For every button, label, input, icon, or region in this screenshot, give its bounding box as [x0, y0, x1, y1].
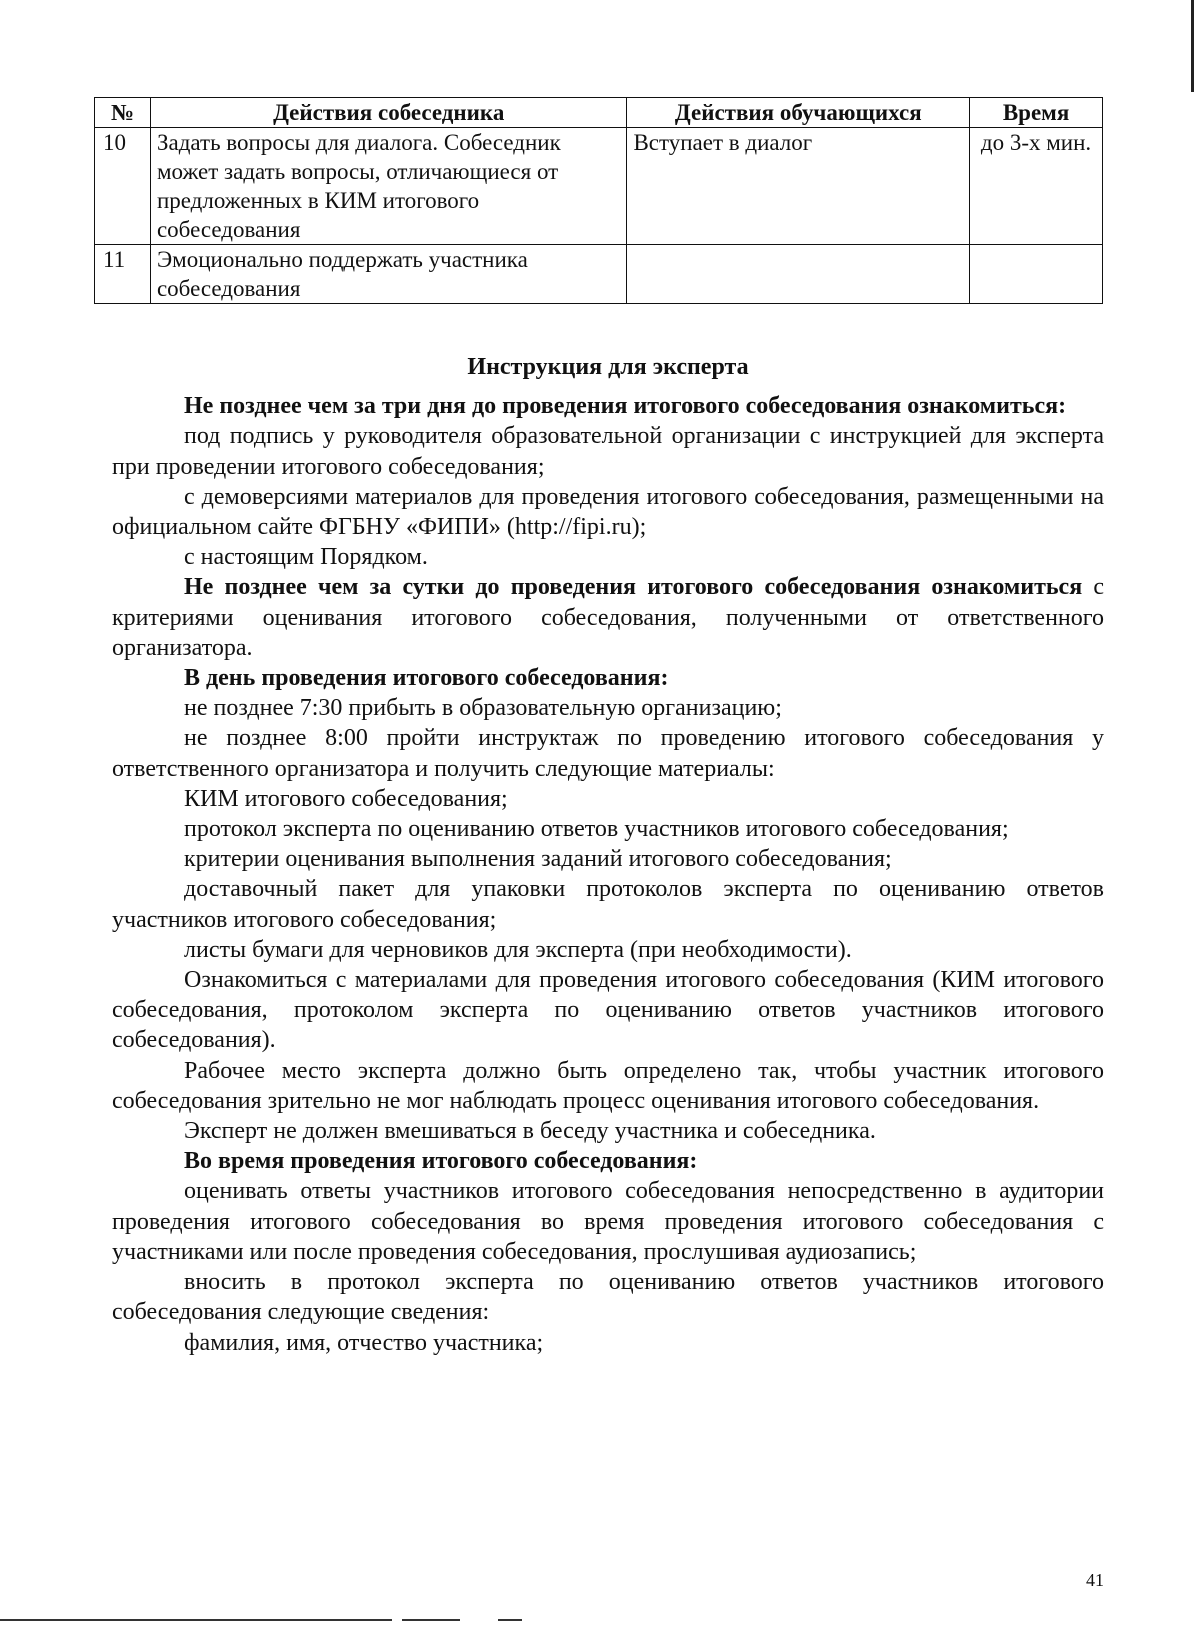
row-number: 11 [95, 245, 151, 304]
paragraph [112, 572, 1104, 663]
section-heading: Во время проведения итогового собеседования: [184, 1148, 698, 1175]
row-number: 10 [95, 128, 151, 245]
section-heading: Не позднее чем за три дня до проведения итогового собеседования ознакомиться: [184, 393, 1067, 420]
emphasis-text: ознакомиться [931, 574, 1083, 601]
section-heading: Не позднее чем за сутки до проведения итогового собеседования [184, 574, 921, 601]
scan-artifact-line [0, 1619, 392, 1621]
paragraph: не позднее 8:00 пройти инструктаж по проведению итогового собеседования у ответственного организатора и получить следующие материалы: [112, 725, 1104, 782]
header-interviewer-actions: Действия собеседника [150, 98, 626, 128]
table-row [95, 245, 1103, 304]
paragraph: с настоящим Порядком. [184, 544, 428, 571]
student-action: Вступает в диалог [627, 128, 970, 245]
table-row [95, 128, 1103, 245]
time-limit: до 3-х мин. [970, 128, 1103, 245]
time-limit [970, 245, 1103, 304]
header-student-actions: Действия обучающихся [627, 98, 970, 128]
section-heading: В день проведения итогового собеседования: [184, 665, 669, 692]
scan-artifact-line [1191, 0, 1194, 92]
scan-artifact-line [402, 1619, 460, 1621]
page-number: 41 [1086, 1570, 1104, 1590]
student-action [627, 245, 970, 304]
paragraph: оценивать ответы участников итогового собеседования непосредственно в аудитории проведения итогового собеседования во время проведения итогового собеседования с участниками или после проведения собеседования, прослушивая аудиозапись; [112, 1178, 1104, 1265]
interviewer-action: Задать вопросы для диалога. Собеседник может задать вопросы, отличающиеся от предложенных в КИМ итогового собеседования [150, 128, 626, 245]
paragraph: листы бумаги для черновиков для эксперта (при необходимости). [184, 936, 852, 963]
paragraph: протокол эксперта по оцениванию ответов участников итогового собеседования; [184, 816, 1009, 843]
paragraph: под подпись у руководителя образовательной организации с инструкцией для эксперта при проведении итогового собеседования; [112, 423, 1104, 480]
table-header-row [95, 98, 1103, 128]
header-number: № [95, 98, 151, 128]
paragraph: критерии оценивания выполнения заданий итогового собеседования; [184, 846, 892, 873]
paragraph: Ознакомиться с материалами для проведения итогового собеседования (КИМ итогового собеседования, протоколом эксперта по оцениванию ответов участников итогового собеседования). [112, 967, 1104, 1054]
paragraph: не позднее 7:30 прибыть в образовательную организацию; [184, 695, 782, 722]
paragraph-text: с критериями оценивания итогового собеседования, полученными от ответственного организатора. [112, 574, 1105, 661]
paragraph: КИМ итогового собеседования; [184, 785, 508, 812]
paragraph: вносить в протокол эксперта по оцениванию ответов участников итогового собеседования следующие сведения: [112, 1269, 1104, 1326]
instruction-title: Инструкция для эксперта [467, 354, 749, 380]
interviewer-action: Эмоционально поддержать участника собеседования [150, 245, 626, 304]
paragraph: доставочный пакет для упаковки протоколов эксперта по оцениванию ответов участников итогового собеседования; [112, 876, 1104, 933]
paragraph: с демоверсиями материалов для проведения итогового собеседования, размещенными на официальном сайте ФГБНУ «ФИПИ» (http://fipi.ru); [112, 483, 1104, 541]
paragraph: Рабочее место эксперта должно быть определено так, чтобы участник итогового собеседования зрительно не мог наблюдать процесс оценивания итогового собеседования. [112, 1057, 1104, 1114]
scan-artifact-line [498, 1619, 522, 1621]
paragraph: Эксперт не должен вмешиваться в беседу участника и собеседника. [184, 1118, 876, 1145]
paragraph: фамилия, имя, отчество участника; [184, 1329, 544, 1356]
header-time: Время [970, 98, 1103, 128]
instruction-body [112, 352, 1104, 1358]
actions-table [94, 97, 1103, 304]
